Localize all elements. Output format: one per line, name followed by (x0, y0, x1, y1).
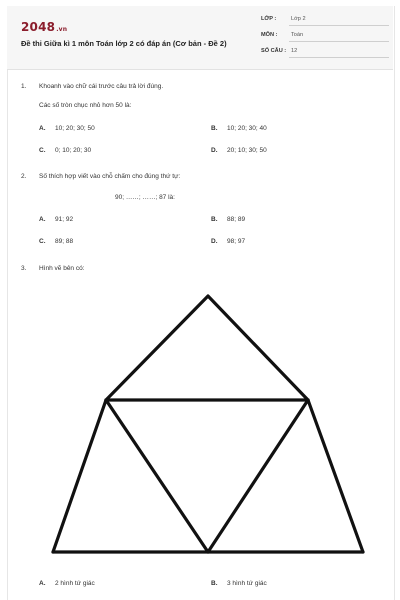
inner-left-edge (106, 400, 208, 552)
option-letter: B. (211, 216, 218, 223)
option-letter: B. (211, 125, 218, 132)
option-text: 3 hình tứ giác (227, 580, 267, 587)
logo-suffix: .vn (56, 26, 68, 33)
meta-grade (261, 14, 389, 26)
meta-value: 12 (291, 48, 298, 54)
option-text: 88; 89 (227, 216, 246, 223)
meta-key: LỚP : (261, 16, 277, 22)
question-subprompt: 90; ……; ……; 87 là: (115, 194, 175, 201)
option-text: 10; 20; 30; 50 (55, 125, 95, 132)
meta-underline (289, 57, 389, 58)
meta-value: Lớp 2 (291, 16, 306, 22)
option-letter: C. (39, 238, 46, 245)
option-text: 98; 97 (227, 238, 246, 245)
option-text: 10; 20; 30; 40 (227, 125, 267, 132)
question-subprompt: Các số tròn chục nhỏ hơn 50 là: (39, 102, 132, 109)
question-prompt: Khoanh vào chữ cái trước câu trả lời đúng. (39, 83, 164, 90)
question-prompt: Số thích hợp viết vào chỗ chấm cho đúng thứ tự: (39, 173, 181, 180)
meta-key: SỐ CÂU : (261, 48, 287, 54)
question-number: 1. (21, 83, 27, 90)
logo-text: 2048 (21, 20, 56, 34)
question-number: 3. (21, 265, 27, 272)
option-letter: A. (39, 580, 46, 587)
roof-triangle-edge (106, 296, 308, 400)
option-text: 91; 92 (55, 216, 74, 223)
option-text: 2 hình tứ giác (55, 580, 95, 587)
geometry-figure (40, 284, 380, 574)
site-logo[interactable] (21, 20, 67, 34)
meta-value: Toán (291, 32, 304, 38)
meta-key: MÔN : (261, 32, 278, 38)
meta-subject (261, 30, 389, 42)
meta-underline (289, 25, 389, 26)
document-title: Đề thi Giữa kì 1 môn Toán lớp 2 có đáp án (Cơ bản - Đề 2) (21, 39, 227, 48)
question-number: 2. (21, 173, 27, 180)
meta-underline (289, 41, 389, 42)
option-letter: A. (39, 216, 46, 223)
option-text: 89; 88 (55, 238, 74, 245)
document-header (7, 6, 393, 70)
option-letter: D. (211, 238, 218, 245)
option-text: 0; 10; 20; 30 (55, 147, 92, 154)
option-text: 20; 10; 30; 50 (227, 147, 267, 154)
left-outer-edge (53, 400, 106, 552)
option-letter: C. (39, 147, 46, 154)
meta-question-count (261, 46, 389, 58)
question-prompt: Hình vẽ bên có: (39, 265, 85, 272)
option-letter: B. (211, 580, 218, 587)
option-letter: A. (39, 125, 46, 132)
option-letter: D. (211, 147, 218, 154)
right-outer-edge (308, 400, 363, 552)
inner-right-edge (208, 400, 308, 552)
